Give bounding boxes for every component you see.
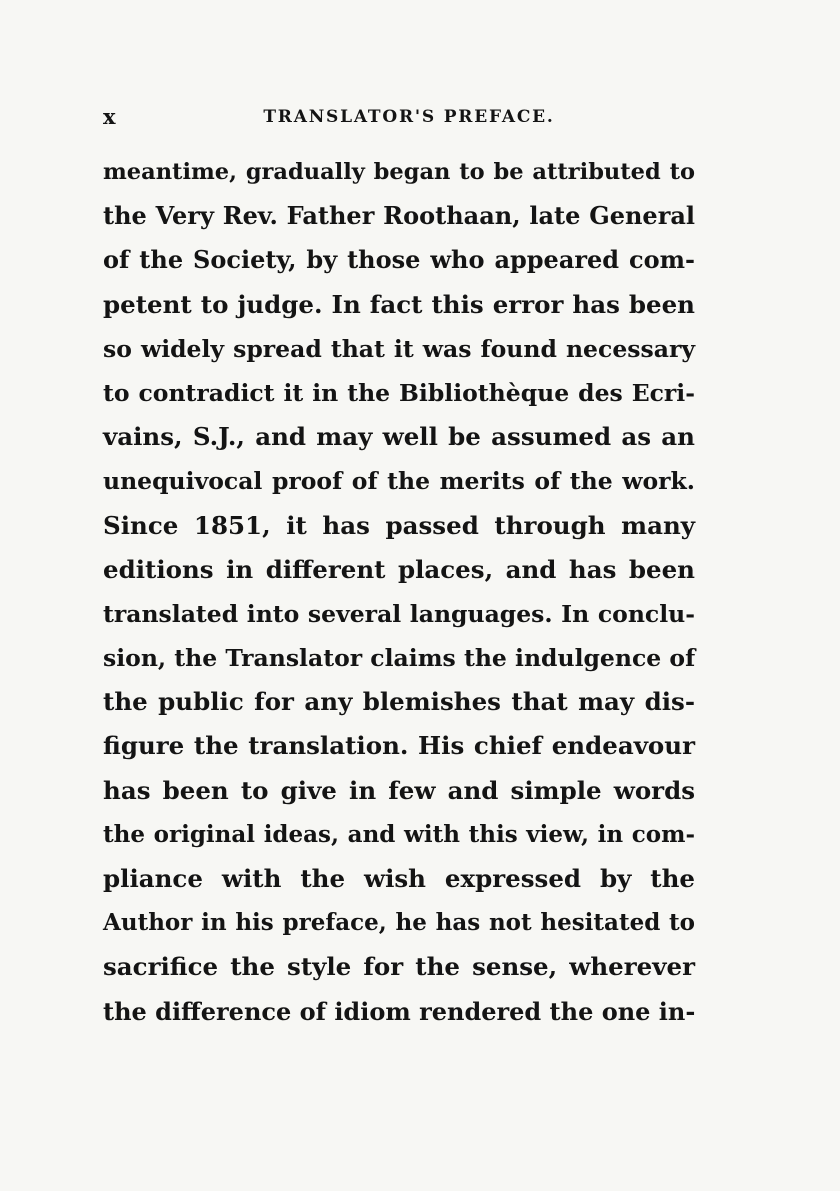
text-line: sacrifice the style for the sense, wherever: [103, 952, 695, 982]
text-line: the public for any blemishes that may dis-: [103, 687, 695, 717]
text-line: the original ideas, and with this view, in com-: [103, 820, 695, 848]
text-line: Author in his preface, he has not hesitated to: [103, 909, 695, 937]
running-head: TRANSLATOR'S PREFACE.: [263, 107, 555, 127]
text-line: unequivocal proof of the merits of the work.: [103, 467, 695, 496]
text-line: petent to judge. In fact this error has been: [103, 289, 695, 319]
text-line: vains, S.J., and may well be assumed as an: [103, 422, 695, 452]
text-line: figure the translation. His chief endeavour: [103, 731, 695, 761]
text-line: the difference of idiom rendered the one in-: [103, 996, 696, 1026]
text-line: pliance with the wish expressed by the: [103, 864, 695, 893]
text-line: Since 1851, it has passed through many: [103, 510, 695, 540]
page-number: x: [103, 104, 116, 129]
body-text: [103, 150, 695, 1034]
text-line: translated into several languages. In conclu-: [103, 599, 695, 628]
text-line: has been to give in few and simple words: [103, 775, 695, 805]
text-line: editions in different places, and has been: [103, 554, 695, 584]
text-line: sion, the Translator claims the indulgence of: [103, 644, 696, 673]
text-line: the Very Rev. Father Roothaan, late General: [103, 201, 695, 231]
text-line: of the Society, by those who appeared com-: [103, 245, 695, 275]
text-line: meantime, gradually began to be attributed to: [103, 159, 695, 185]
text-line: so widely spread that it was found necessary: [103, 334, 695, 363]
page-header: [103, 104, 695, 130]
text-line: to contradict it in the Bibliothèque des Ecri-: [103, 378, 695, 407]
